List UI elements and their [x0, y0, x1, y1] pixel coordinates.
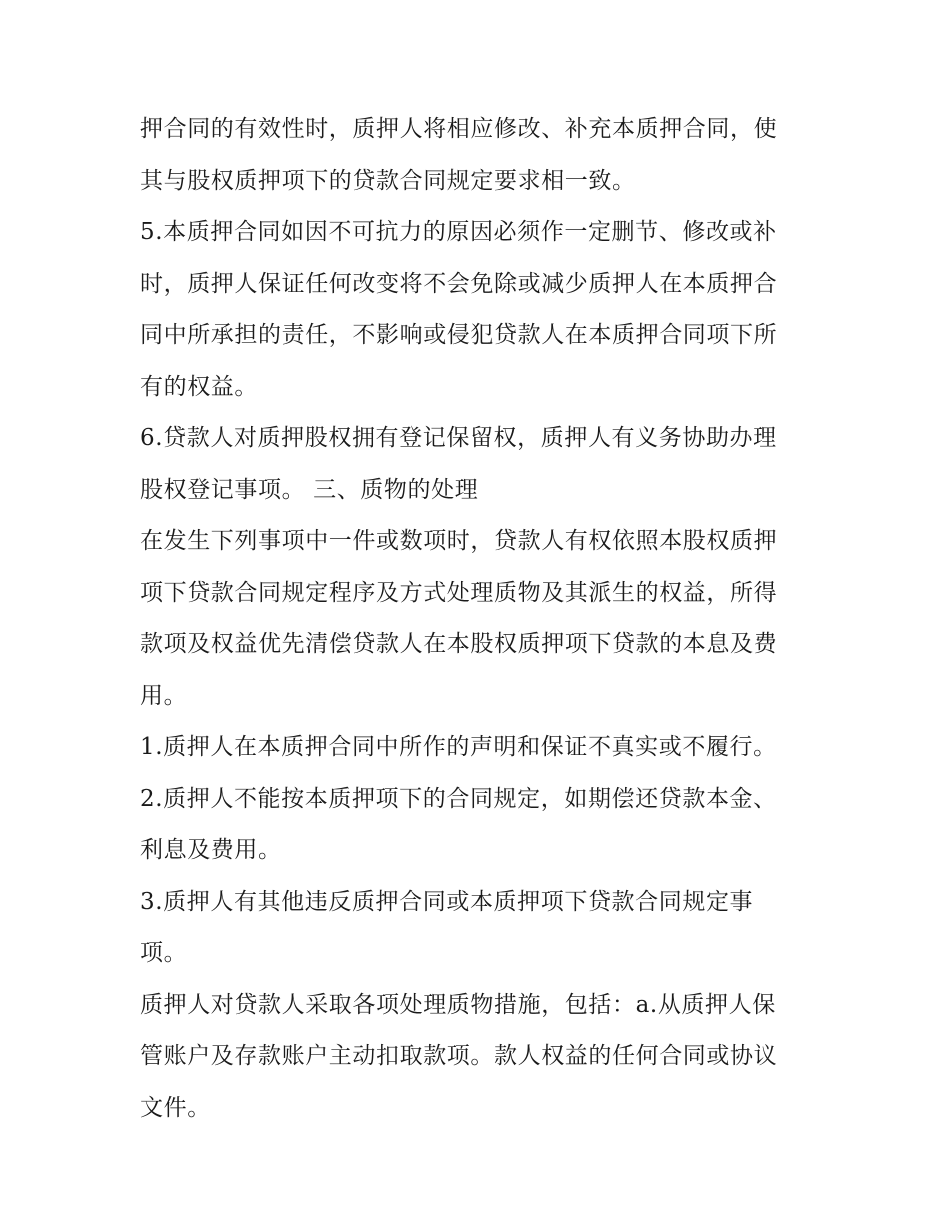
text-line: 押合同的有效性时，质押人将相应修改、补充本质押合同，使	[140, 116, 778, 142]
text-line: 1.质押人在本质押合同中所作的声明和保证不真实或不履行。	[140, 734, 777, 760]
text-line: 其与股权质押项下的贷款合同规定要求相一致。	[140, 167, 636, 194]
text-line: 质押人对贷款人采取各项处理质物措施，包括：a.从质押人保	[140, 991, 776, 1018]
text-line: 项下贷款合同规定程序及方式处理质物及其派生的权益，所得	[140, 579, 778, 606]
text-line: 文件。	[140, 1094, 211, 1121]
text-line: 项。	[140, 940, 188, 966]
text-line: 股权登记事项。 三、质物的处理	[140, 476, 479, 503]
document-body	[140, 104, 830, 1134]
text-line: 用。	[140, 682, 188, 709]
text-line: 同中所承担的责任，不影响或侵犯贷款人在本质押合同项下所	[140, 322, 778, 348]
text-line: 3.质押人有其他违反质押合同或本质押项下贷款合同规定事	[140, 888, 754, 915]
text-line: 5.本质押合同如因不可抗力的原因必须作一定删节、修改或补	[140, 219, 777, 245]
text-line: 利息及费用。	[140, 837, 282, 863]
text-line: 在发生下列事项中一件或数项时，贷款人有权依照本股权质押	[140, 528, 778, 554]
text-line: 有的权益。	[140, 373, 258, 400]
text-line: 6.贷款人对质押股权拥有登记保留权，质押人有义务协助办理	[140, 425, 777, 451]
text-line: 管账户及存款账户主动扣取款项。款人权益的任何合同或协议	[140, 1043, 778, 1069]
text-line: 2.质押人不能按本质押项下的合同规定，如期偿还贷款本金、	[140, 785, 777, 812]
text-line: 款项及权益优先清偿贷款人在本股权质押项下贷款的本息及费	[140, 631, 778, 657]
text-line: 时，质押人保证任何改变将不会免除或减少质押人在本质押合	[140, 270, 778, 297]
